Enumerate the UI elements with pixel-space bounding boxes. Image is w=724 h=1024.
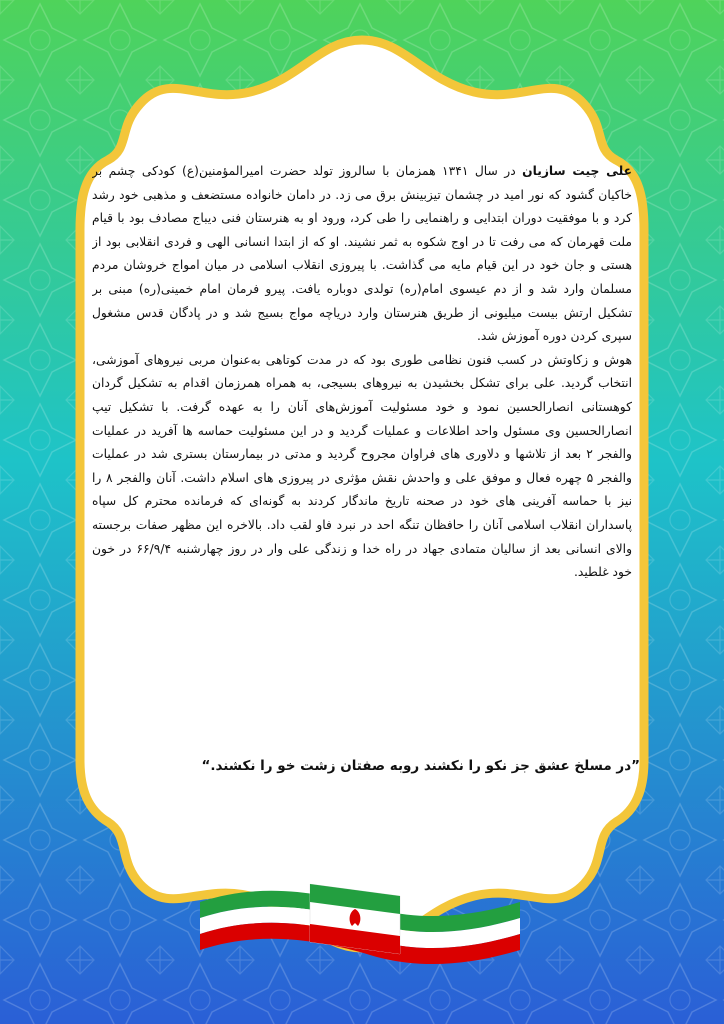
article-body (92, 160, 632, 780)
poem-quote: ”در مسلخ عشق جز نکو را نکشند روبه صفتان زشت خو را نکشند.“ (201, 758, 640, 774)
intro-text: در سال ۱۳۴۱ همزمان با سالروز تولد حضرت امیرالمؤمنین(ع) کودکی چشم بر خاکیان گشود که نور امید در چشمان تیزبینش برق می زد. در دامان خانواده مستضعف و مذهبی خود رشد کرد و با موفقیت دوران ابتدایی و راهنمایی را طی کرد، ورود او به هنرستان فنی دیباج مصادف بود با قیام ملت قهرمان که می رفت تا در اوج شکوه به ثمر نشیند. او که از ابتدا انسانی الهی و فردی انقلابی بود از هستی و جان خود در این قیام مایه می گذاشت. با پیروزی انقلاب اسلامی در میان امواج خروشان مردم مسلمان وارد شد و از دم عیسوی امام(ره) تولدی دوباره یافت. پیرو فرمان امام خمینی(ره) مبنی بر تشکیل ارتش بیست میلیونی از طریق هنرستان وارد دریاچه مواج بسیج شد و در پادگان قدس مشغول سپری کردن دوره آموزش شد. (92, 164, 632, 344)
iran-flag-ribbon (0, 862, 724, 982)
intro-paragraph (92, 160, 632, 349)
second-paragraph: هوش و زکاوتش در کسب فنون نظامی طوری بود که در مدت کوتاهی به‌عنوان مربی نیروهای آموزشی، انتخاب گردید. علی برای تشکل بخشیدن به نیروهای بسیجی، به همراه همرزمان اقدام به تشکیل گردان کوهستانی انصارالحسین نمود و خود مسئولیت آموزش‌های آنان را به عهده گرفت. با تشکیل تیپ انصارالحسین وی مسئول واحد اطلاعات و عملیات گردید و در این مسئولیت حماسه ها آفرید در عملیات والفجر ۲ بعد از تلاشها و دلاوری های فراوان مجروح گردید و مدتی در بیمارستان بستری شد در عملیات والفجر ۵ چهره فعال و موفق علی و واحدش نقش مؤثری در پیروزی های اسلام داشت. آنان والفجر ۸ را نیز با حماسه آفرینی های خود در صحنه تاریخ ماندگار کردند به گونه‌ای که فرمانده محترم کل سپاه پاسداران انقلاب اسلامی آنان را حافظان تنگه احد در نبرد فاو لقب داد. بالاخره این مظهر صفات برجسته والای انسانی بعد از سالیان متمادی جهاد در راه خدا و زندگی علی وار در روز چهارشنبه ۶۶/۹/۴ در خون خود غلطید. (92, 352, 632, 580)
martyr-name: علی چیت سازیان (522, 164, 632, 178)
